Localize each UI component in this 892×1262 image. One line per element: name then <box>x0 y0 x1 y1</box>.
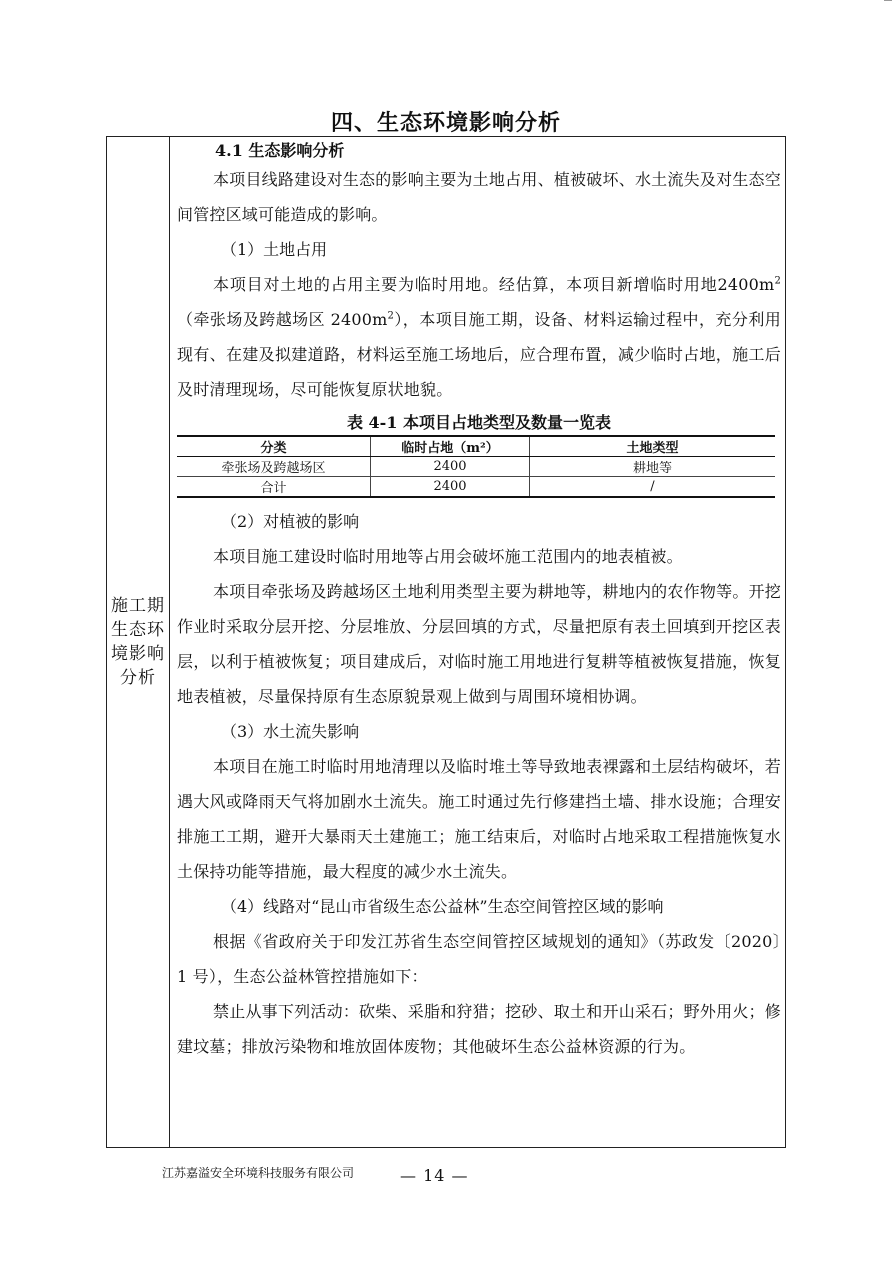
vegetation-paragraph-2: 本项目牵张场及跨越场区土地利用类型主要为耕地等，耕地内的农作物等。开挖作业时采取分层开挖、分层堆放、分层回填的方式，尽量把原有表土回填到开挖区表层，以利于植被恢复；项目建成后，对临时施工用地进行复耕等植被恢复措施，恢复地表植被，尽量保持原有生态原貌景观上做到与周围环境相协调。 <box>177 582 781 706</box>
land-use-paragraph <box>177 267 781 407</box>
table-cell: 合计 <box>177 477 371 498</box>
table-cell: 2400 <box>371 477 530 498</box>
content-frame <box>106 136 786 1148</box>
soil-erosion-paragraph: 本项目在施工时临时用地清理以及临时堆土等导致地表裸露和土层结构破坏，若遇大风或降雨天气将加剧水土流失。施工时通过先行修建挡土墙、排水设施；合理安排施工工期，避开大暴雨天土建施工；施工结束后，对临时占地采取工程措施恢复水土保持功能等措施，最大程度的减少水土流失。 <box>177 757 781 881</box>
table-title: 表 4-1 本项目占地类型及数量一览表 <box>346 413 612 432</box>
row-label: 施工期生态环境影响分析 <box>111 596 165 688</box>
table-cell: 耕地等 <box>530 457 776 477</box>
regulation-paragraph: 根据《省政府关于印发江苏省生态空间管控区域规划的通知》（苏政发〔2020〕1 号），生态公益林管控措施如下： <box>177 932 781 986</box>
subheading-soil-erosion: （3）水土流失影响 <box>221 722 360 741</box>
page-title: 四、生态环境影响分析 <box>330 111 561 136</box>
table-header-row <box>177 436 775 457</box>
section-heading: 4.1 生态影响分析 <box>215 141 345 160</box>
page-edge-mark <box>884 0 892 1</box>
table-row <box>177 477 775 498</box>
footer-company: 江苏嘉溢安全环境科技服务有限公司 <box>162 1166 355 1180</box>
land-use-text-2: （牵张场及跨越场区 2400m <box>177 310 388 329</box>
left-column <box>107 137 170 1147</box>
land-use-table <box>177 435 775 498</box>
prohibited-activities-paragraph: 禁止从事下列活动：砍柴、采脂和狩猎；挖砂、取土和开山采石；野外用火；修建坟墓；排放污染物和堆放固体废物；其他破坏生态公益林资源的行为。 <box>177 1002 781 1056</box>
vegetation-paragraph-1: 本项目施工建设时临时用地等占用会破坏施工范围内的地表植被。 <box>213 547 683 566</box>
page-number: — 14 — <box>400 1166 469 1185</box>
content-body <box>177 140 781 1064</box>
superscript-2b: 2 <box>387 310 395 322</box>
table-cell: 2400 <box>371 457 530 477</box>
subheading-ecological-forest: （4）线路对“昆山市省级生态公益林”生态空间管控区域的影响 <box>221 897 664 916</box>
table-header-land-type: 土地类型 <box>530 436 776 457</box>
table-cell: 牵张场及跨越场区 <box>177 457 371 477</box>
superscript-2a: 2 <box>774 275 781 287</box>
intro-paragraph: 本项目线路建设对生态的影响主要为土地占用、植被破坏、水土流失及对生态空间管控区域可能造成的影响。 <box>177 170 781 224</box>
table-row <box>177 457 775 477</box>
table-header-temporary-area: 临时占地（m²） <box>371 436 530 457</box>
land-use-text-3: ），本项目施工期，设备、材料运输过程中，充分利用现有、在建及拟建道路，材料运至施工场地后，应合理布置，减少临时占地，施工后及时清理现场，尽可能恢复原状地貌。 <box>177 310 781 399</box>
subheading-vegetation: （2）对植被的影响 <box>221 512 360 531</box>
land-use-text-1: 本项目对土地的占用主要为临时用地。经估算，本项目新增临时用地2400m <box>213 275 775 294</box>
subheading-land-use: （1）土地占用 <box>221 240 328 259</box>
table-header-category: 分类 <box>177 436 371 457</box>
table-cell: / <box>530 477 776 498</box>
